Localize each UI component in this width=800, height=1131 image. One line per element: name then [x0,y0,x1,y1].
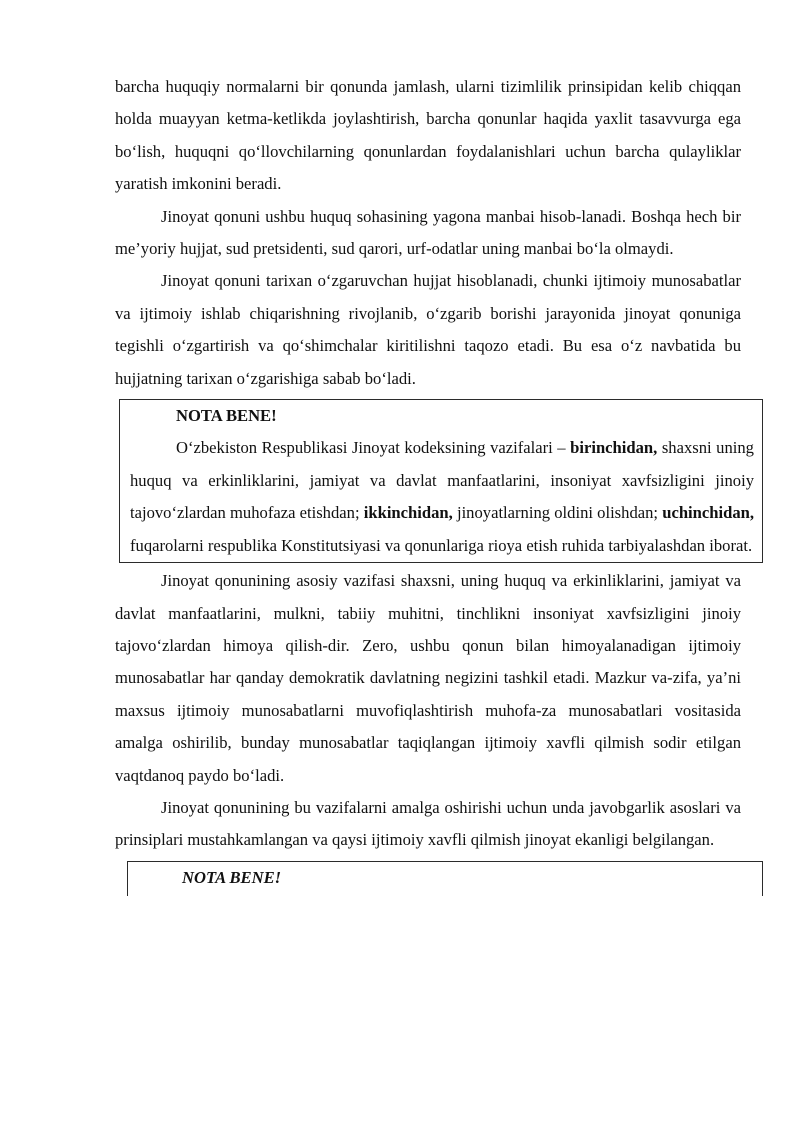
nota-text-2: shaxsni uning huquq va erkinliklarini, jamiyat va davlat manfaatlarini, insoniyat xavfsizligini jinoiy tajovo‘zlardan muhofaza etishdan; [130,438,754,523]
nota-text-3: jinoyatlarning oldini olishdan; [452,503,663,523]
nota-text-4: fuqarolarni respublika Konstitutsiyasi va qonunlariga rioya etish ruhida tarbiyalashdan iborat. [130,535,753,555]
nota-bene-box-2 [127,861,763,896]
paragraph-3: Jinoyat qonuni tarixan o‘zgaruvchan hujjat hisoblanadi, chunki ijtimoiy munosabatlar va ijtimoiy ishlab chiqarishning rivojlanib, o‘zgarib borishi jarayonida jinoyat qonuniga tegishli o‘zgartirish va qo‘shimchalar kiritilishni taqozo etadi. Bu esa o‘z navbatida bu hujjatning tarixan o‘zgarishiga sabab bo‘ladi. [115,271,741,388]
nota-bold-1: birinchidan, [570,438,658,458]
paragraph-1: barcha huquqiy normalarni bir qonunda jamlash, ularni tizimlilik prinsipidan kelib chiqqan holda muayyan ketma-ketlikda joylashtirish, barcha qonunlar haqida yaxlit tasavvurga ega bo‘lish, huquqni qo‘llovchilarning qonunlardan foydalanishlari uchun barcha qulayliklar yaratish imkonini beradi. [115,77,741,194]
paragraph-5: Jinoyat qonunining bu vazifalarni amalga oshirishi uchun unda javobgarlik asoslari va prinsiplari mustahkamlangan va qaysi ijtimoiy xavfli qilmish jinoyat ekanligi belgilangan. [115,797,741,850]
paragraph-4: Jinoyat qonunining asosiy vazifasi shaxsni, uning huquq va erkinliklarini, jamiyat va davlat manfaatlarini, mulkni, tabiiy muhitni, tinchlikni insoniyat xavfsizligini jinoiy tajovo‘zlardan himoya qilish-dir. Zero, ushbu qonun bilan himoyalanadigan ijtimoiy munosabatlar har qanday demokratik davlatning negizini tashkil etadi. Mazkur va-zifa, ya’ni maxsus ijtimoiy munosabatlarni muvofiqlashtirish muhofa-za munosabatlari vositasida amalga oshirilib, bunday munosabatlar taqiqlangan ijtimoiy xavfli qilmish sodir etilgan vaqtdanoq paydo bo‘ladi. [115,571,741,785]
nota-bene-title-2: NOTA BENE! [182,867,282,887]
page-content [115,71,754,896]
nota-bene-text [130,432,754,562]
nota-bene-title: NOTA BENE! [176,406,277,426]
nota-bold-2: ikkinchidan, [363,503,453,523]
nota-text-1: O‘zbekiston Respublikasi Jinoyat kodeksining vazifalari – [176,438,571,458]
paragraph-2: Jinoyat qonuni ushbu huquq sohasining yagona manbai hisob-lanadi. Boshqa hech bir me’yoriy hujjat, sud pretsidenti, sud qarori, urf-odatlar uning manbai bo‘la olmaydi. [115,206,741,259]
nota-bold-3: uchinchidan, [662,503,754,523]
nota-bene-box [119,399,763,563]
